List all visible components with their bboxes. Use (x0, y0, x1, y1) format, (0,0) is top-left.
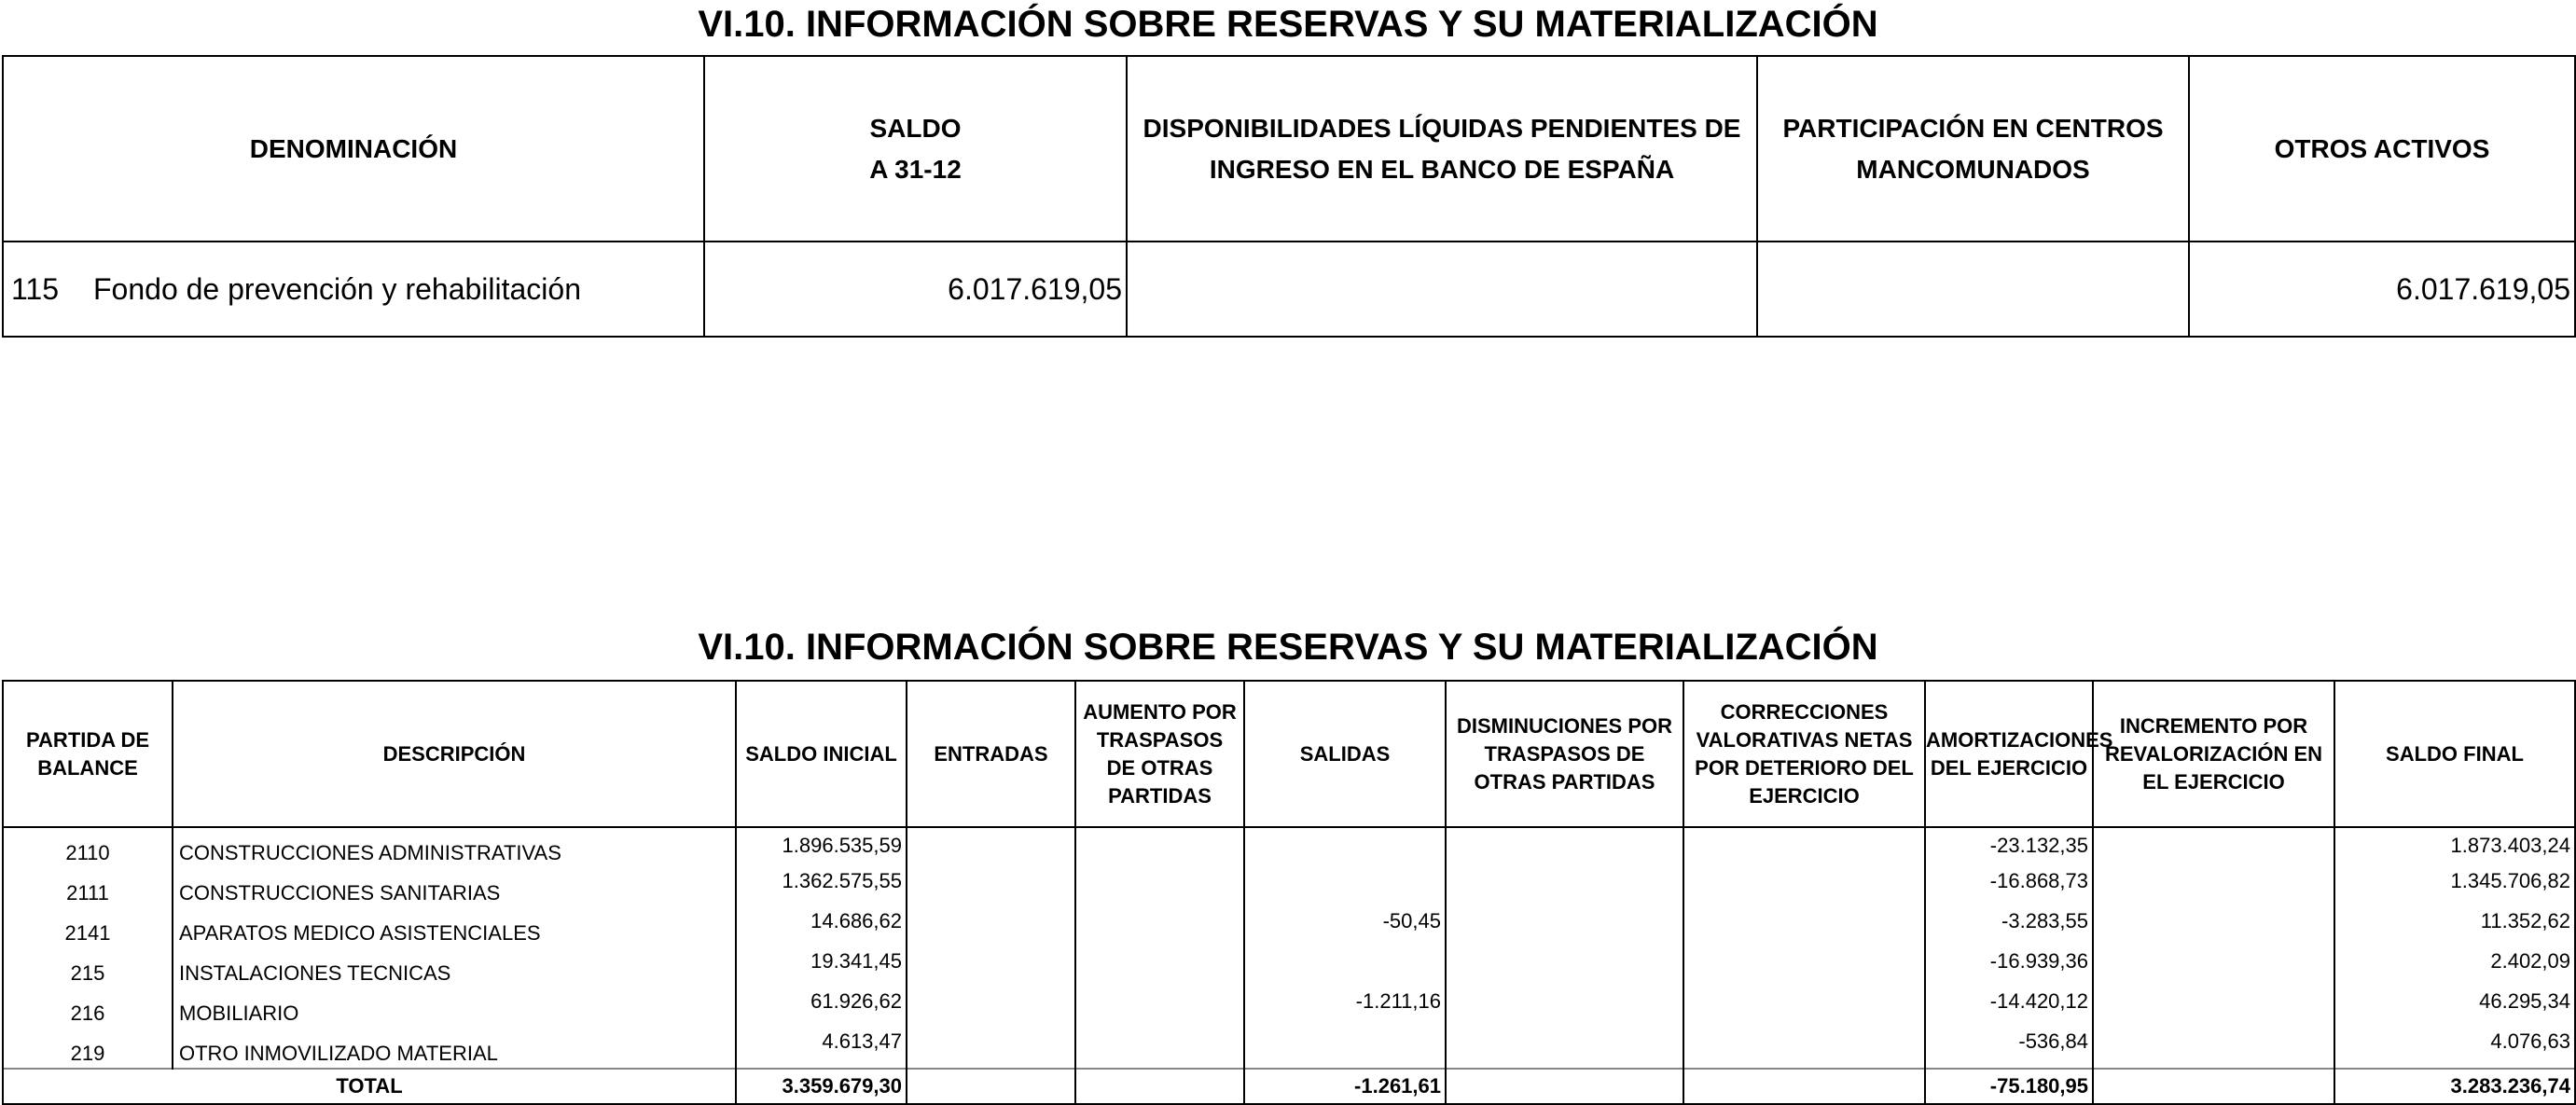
total-entradas (907, 1069, 1075, 1104)
row-saldo-inicial: 1.896.535,59 (736, 827, 907, 867)
row-disminuciones (1446, 907, 1683, 947)
row-disminuciones (1446, 947, 1683, 988)
header-aumento (1075, 681, 1244, 827)
section2-title: VI.10. INFORMACIÓN SOBRE RESERVAS Y SU MATERIALIZACIÓN (698, 627, 1878, 668)
header-amortizaciones-line1: AMORTIZACIONES (1926, 727, 2113, 752)
header-saldo (704, 56, 1127, 242)
header-correcciones-line3: POR DETERIORO DEL (1695, 755, 1914, 780)
row-disponibilidades (1127, 242, 1757, 337)
row-disminuciones (1446, 867, 1683, 907)
row-saldo-final: 1.345.706,82 (2334, 867, 2575, 907)
row-saldo-inicial: 19.341,45 (736, 947, 907, 988)
row-disminuciones (1446, 988, 1683, 1028)
header-disponibilidades (1127, 56, 1757, 242)
total-label: TOTAL (3, 1069, 736, 1104)
row-incremento (2093, 867, 2334, 907)
row-descripcion: INSTALACIONES TECNICAS (173, 947, 736, 988)
row-descripcion: CONSTRUCCIONES ADMINISTRATIVAS (173, 827, 736, 867)
row-descripcion: CONSTRUCCIONES SANITARIAS (173, 867, 736, 907)
table-row (3, 988, 2575, 1028)
total-disminuciones (1446, 1069, 1683, 1104)
row-correcciones (1683, 988, 1925, 1028)
header-aumento-line4: PARTIDAS (1108, 783, 1212, 808)
header-amortizaciones-line2: DEL EJERCICIO (1930, 755, 2088, 780)
header-correcciones-line1: CORRECCIONES (1720, 699, 1889, 724)
header-partida (3, 681, 173, 827)
row-denominacion (3, 242, 704, 337)
section1-title: VI.10. INFORMACIÓN SOBRE RESERVAS Y SU MATERIALIZACIÓN (698, 4, 1878, 45)
row-aumento (1075, 867, 1244, 907)
header-saldo-inicial: SALDO INICIAL (736, 681, 907, 827)
header-disponibilidades-line2: INGRESO EN EL BANCO DE ESPAÑA (1209, 154, 1675, 184)
row-name: Fondo de prevención y rehabilitación (93, 271, 581, 306)
header-disminuciones-line3: OTRAS PARTIDAS (1474, 769, 1655, 794)
row-saldo-inicial: 4.613,47 (736, 1028, 907, 1069)
header-incremento-line3: EL EJERCICIO (2142, 769, 2285, 794)
row-amortizaciones: -536,84 (1925, 1028, 2093, 1069)
header-disminuciones-line2: TRASPASOS DE (1484, 741, 1645, 766)
row-descripcion: MOBILIARIO (173, 988, 736, 1028)
row-disminuciones (1446, 827, 1683, 867)
row-saldo-final: 4.076,63 (2334, 1028, 2575, 1069)
header-partida-line1: PARTIDA DE (26, 727, 149, 752)
header-incremento (2093, 681, 2334, 827)
header-salidas: SALIDAS (1244, 681, 1446, 827)
row-correcciones (1683, 867, 1925, 907)
row-partida: 2141 (3, 907, 173, 947)
header-partida-line2: BALANCE (37, 755, 138, 780)
header-incremento-line2: REVALORIZACIÓN EN (2104, 741, 2323, 766)
header-aumento-line1: AUMENTO POR (1083, 699, 1237, 724)
row-aumento (1075, 1028, 1244, 1069)
row-saldo-final: 46.295,34 (2334, 988, 2575, 1028)
row-incremento (2093, 988, 2334, 1028)
header-amortizaciones (1925, 681, 2113, 827)
row-participacion (1757, 242, 2189, 337)
table-row (3, 907, 2575, 947)
header-correcciones-line4: EJERCICIO (1749, 783, 1860, 808)
row-amortizaciones: -16.868,73 (1925, 867, 2093, 907)
header-participacion (1757, 56, 2189, 242)
header-disponibilidades-line1: DISPONIBILIDADES LÍQUIDAS PENDIENTES DE (1143, 113, 1741, 143)
header-participacion-line1: PARTICIPACIÓN EN CENTROS (1782, 113, 2164, 143)
row-salidas (1244, 827, 1446, 867)
row-partida: 219 (3, 1028, 173, 1069)
header-disminuciones-line1: DISMINUCIONES POR (1456, 713, 1673, 738)
row-partida: 215 (3, 947, 173, 988)
row-partida: 2111 (3, 867, 173, 907)
row-salidas (1244, 867, 1446, 907)
row-salidas: -50,45 (1244, 907, 1446, 947)
header-denominacion: DENOMINACIÓN (3, 56, 704, 242)
row-saldo-inicial: 61.926,62 (736, 988, 907, 1028)
total-incremento (2093, 1069, 2334, 1104)
table-row (3, 242, 2575, 337)
row-salidas (1244, 1028, 1446, 1069)
total-saldo-inicial: 3.359.679,30 (736, 1069, 907, 1104)
row-entradas (907, 907, 1075, 947)
total-amortizaciones: -75.180,95 (1925, 1069, 2093, 1104)
row-amortizaciones: -16.939,36 (1925, 947, 2093, 988)
table-row (3, 1028, 2575, 1069)
row-descripcion: APARATOS MEDICO ASISTENCIALES (173, 907, 736, 947)
materialization-table (2, 680, 2576, 1105)
row-entradas (907, 867, 1075, 907)
row-saldo-final: 11.352,62 (2334, 907, 2575, 947)
row-amortizaciones: -23.132,35 (1925, 827, 2093, 867)
header-saldo-line2: A 31-12 (869, 154, 962, 184)
row-saldo-inicial: 1.362.575,55 (736, 867, 907, 907)
header-descripcion: DESCRIPCIÓN (173, 681, 736, 827)
row-salidas (1244, 947, 1446, 988)
table-row (3, 867, 2575, 907)
row-incremento (2093, 827, 2334, 867)
header-aumento-line3: DE OTRAS (1106, 755, 1213, 780)
reserves-table (2, 55, 2576, 338)
row-amortizaciones: -3.283,55 (1925, 907, 2093, 947)
header-disminuciones (1446, 681, 1683, 827)
header-entradas: ENTRADAS (907, 681, 1075, 827)
row-partida: 2110 (3, 827, 173, 867)
header-saldo-final: SALDO FINAL (2334, 681, 2575, 827)
row-saldo-inicial: 14.686,62 (736, 907, 907, 947)
row-entradas (907, 1028, 1075, 1069)
row-saldo-final: 2.402,09 (2334, 947, 2575, 988)
row-entradas (907, 947, 1075, 988)
row-saldo: 6.017.619,05 (704, 242, 1127, 337)
row-descripcion: OTRO INMOVILIZADO MATERIAL (173, 1028, 736, 1069)
row-otros-activos: 6.017.619,05 (2189, 242, 2575, 337)
row-aumento (1075, 907, 1244, 947)
row-aumento (1075, 988, 1244, 1028)
row-correcciones (1683, 1028, 1925, 1069)
row-code: 115 (11, 271, 60, 306)
header-correcciones (1683, 681, 1925, 827)
header-saldo-line1: SALDO (869, 113, 962, 143)
row-incremento (2093, 907, 2334, 947)
header-incremento-line1: INCREMENTO POR (2119, 713, 2308, 738)
row-partida: 216 (3, 988, 173, 1028)
row-salidas: -1.211,16 (1244, 988, 1446, 1028)
total-row (3, 1069, 2575, 1104)
header-otros-activos: OTROS ACTIVOS (2189, 56, 2575, 242)
row-saldo-final: 1.873.403,24 (2334, 827, 2575, 867)
total-aumento (1075, 1069, 1244, 1104)
row-incremento (2093, 1028, 2334, 1069)
total-saldo-final: 3.283.236,74 (2334, 1069, 2575, 1104)
row-aumento (1075, 947, 1244, 988)
total-correcciones (1683, 1069, 1925, 1104)
table-row (3, 827, 2575, 867)
table-row (3, 947, 2575, 988)
header-aumento-line2: TRASPASOS (1096, 727, 1224, 752)
row-entradas (907, 988, 1075, 1028)
row-incremento (2093, 947, 2334, 988)
total-salidas: -1.261,61 (1244, 1069, 1446, 1104)
row-amortizaciones: -14.420,12 (1925, 988, 2093, 1028)
row-disminuciones (1446, 1028, 1683, 1069)
row-correcciones (1683, 947, 1925, 988)
row-correcciones (1683, 827, 1925, 867)
row-correcciones (1683, 907, 1925, 947)
header-participacion-line2: MANCOMUNADOS (1856, 154, 2090, 184)
header-correcciones-line2: VALORATIVAS NETAS (1696, 727, 1913, 752)
row-entradas (907, 827, 1075, 867)
row-aumento (1075, 827, 1244, 867)
